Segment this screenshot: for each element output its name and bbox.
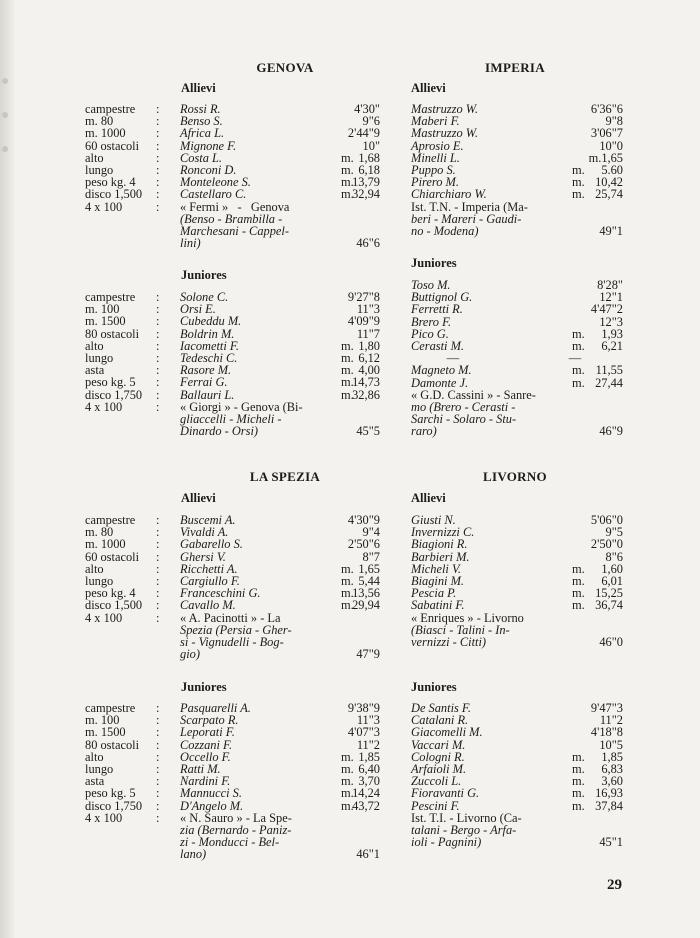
result-row: Minelli L. m.1,65 bbox=[411, 150, 623, 165]
result-row: Ronconi D. m. 6,18 bbox=[180, 162, 380, 177]
event-labels-juniores-top bbox=[85, 291, 180, 413]
event-label: m. 1500 : bbox=[85, 314, 160, 329]
result-row: Leporati F. 4'07"3 bbox=[180, 725, 380, 740]
result-row: Ratti M. m. 6,40 bbox=[180, 761, 380, 776]
result-row: Rasore M. m. 4,00 bbox=[180, 363, 380, 378]
result-row: De Santis F. 9'47"3 bbox=[411, 701, 623, 715]
result-row: Franceschini G. m. 13,56 bbox=[180, 586, 380, 601]
result-row: Ferrai G. m. 14,73 bbox=[180, 375, 380, 390]
relay-result: 46"1 bbox=[356, 847, 380, 862]
relay-team: « N. Sauro » - La Spe- zia (Bernardo - Paniz- zi - Monducci - Bel- lano) 46"1 bbox=[180, 810, 380, 862]
result-row: Zuccoli L. m. 3,60 bbox=[411, 774, 623, 789]
result-row: Giusti N. 5'06"0 bbox=[411, 513, 623, 527]
result-row: Benso S. 9"6 bbox=[180, 114, 380, 129]
event-label: campestre : bbox=[85, 290, 160, 304]
result-row: Orsi E. 11"3 bbox=[180, 302, 380, 317]
result-row: Mastruzzo W. 3'06"7 bbox=[411, 126, 623, 141]
event-label: peso kg. 4 : bbox=[85, 175, 160, 190]
result-row: Nardini F. m. 3,70 bbox=[180, 774, 380, 789]
result-row: Cozzani F. 11"2 bbox=[180, 737, 380, 752]
event-label: peso kg. 5 : bbox=[85, 786, 160, 801]
event-label: m. 80 : bbox=[85, 525, 160, 540]
result-row: Pescini F. m. 37,84 bbox=[411, 798, 623, 813]
result-row: Costa L. m. 1,68 bbox=[180, 150, 380, 165]
relay-result: 45"5 bbox=[356, 424, 380, 439]
result-row: Ricchetti A. m. 1,65 bbox=[180, 561, 380, 576]
result-row: Monteleone S. m. 13,79 bbox=[180, 175, 380, 190]
event-label: 4 x 100 : bbox=[85, 399, 160, 414]
event-label: peso kg. 4 : bbox=[85, 586, 160, 601]
event-label: disco 1,750 : bbox=[85, 798, 160, 813]
event-label: alto : bbox=[85, 338, 160, 353]
page-binding-edge bbox=[0, 0, 14, 938]
result-row: Ghersi V. 8"7 bbox=[180, 549, 380, 564]
event-label: campestre : bbox=[85, 102, 160, 116]
section-title-genova: GENOVA bbox=[256, 60, 314, 75]
result-row: Micheli V. m. 1,60 bbox=[411, 561, 623, 576]
result-row: Biagini M. m. 6,01 bbox=[411, 573, 623, 588]
event-label: asta : bbox=[85, 363, 160, 378]
event-label: 4 x 100 : bbox=[85, 610, 160, 625]
event-label: 60 ostacoli : bbox=[85, 549, 160, 564]
category-juniores-imperia: Juniores bbox=[411, 256, 457, 270]
result-row: Boldrin M. 11"7 bbox=[180, 326, 380, 341]
event-label: m. 1000 : bbox=[85, 126, 160, 141]
results-livorno-allievi bbox=[411, 514, 623, 648]
event-labels-allievi-top bbox=[85, 103, 180, 213]
event-label: lungo : bbox=[85, 761, 160, 776]
relay-result: 45"1 bbox=[599, 835, 623, 850]
event-label: campestre : bbox=[85, 701, 160, 715]
result-row: Arfaioli M. m. 6,83 bbox=[411, 761, 623, 776]
section-title-livorno: LIVORNO bbox=[483, 469, 547, 484]
event-label: asta : bbox=[85, 774, 160, 789]
result-row: Pescia P. m. 15,25 bbox=[411, 586, 623, 601]
event-label: lungo : bbox=[85, 573, 160, 588]
results-laspezia-allievi bbox=[180, 514, 380, 660]
result-row: Tedeschi C. m. 6,12 bbox=[180, 350, 380, 365]
results-imperia-juniores bbox=[411, 279, 623, 438]
result-row: Ferretti R. 4'47"2 bbox=[411, 302, 623, 317]
relay-result: 46"9 bbox=[599, 424, 623, 439]
event-label: m. 1000 : bbox=[85, 537, 160, 552]
category-allievi-livorno: Allievi bbox=[411, 491, 446, 505]
result-row: D'Angelo M. m. 43,72 bbox=[180, 798, 380, 813]
relay-team: « A. Pacinotti » - La Spezia (Persia - Gher- si - Vignudelli - Bog- gio) 47"9 bbox=[180, 610, 380, 662]
relay-team: Ist. T.I. - Livorno (Ca- talani - Bergo - Arfa- ioli - Pagnini) 45"1 bbox=[411, 810, 623, 850]
result-row: Mignone F. 10" bbox=[180, 138, 380, 153]
event-label: 60 ostacoli : bbox=[85, 138, 160, 153]
result-row: Catalani R. 11"2 bbox=[411, 713, 623, 728]
result-row: Brero F. 12"3 bbox=[411, 314, 623, 329]
results-imperia-allievi bbox=[411, 103, 623, 237]
result-row: Cavallo M. m. 29,94 bbox=[180, 598, 380, 613]
result-row: Mastruzzo W. 6'36"6 bbox=[411, 102, 623, 116]
result-row: Cargiullo F. m. 5,44 bbox=[180, 573, 380, 588]
category-allievi-imperia: Allievi bbox=[411, 81, 446, 95]
result-row: Magneto M. m. 11,55 bbox=[411, 363, 623, 378]
result-row: Vaccari M. 10"5 bbox=[411, 737, 623, 752]
result-row: Damonte J. m. 27,44 bbox=[411, 375, 623, 390]
result-row: Occello F. m. 1,85 bbox=[180, 749, 380, 764]
result-row: Toso M. 8'28" bbox=[411, 278, 623, 292]
event-labels-allievi-bottom bbox=[85, 514, 180, 624]
result-row: Iacometti F. m. 1,80 bbox=[180, 338, 380, 353]
results-genova-allievi bbox=[180, 103, 380, 249]
event-labels-juniores-bottom bbox=[85, 702, 180, 824]
result-row: Puppo S. m. 5.60 bbox=[411, 162, 623, 177]
result-row: Giacomelli M. 4'18"8 bbox=[411, 725, 623, 740]
result-row: Vivaldi A. 9"4 bbox=[180, 525, 380, 540]
result-row: Castellaro C. m. 32,94 bbox=[180, 187, 380, 202]
section-title-laspezia: LA SPEZIA bbox=[249, 469, 321, 484]
result-row: Ballauri L. m. 32,86 bbox=[180, 387, 380, 402]
category-allievi-laspezia: Allievi bbox=[181, 491, 216, 505]
relay-team: « Fermi » - Genova (Benso - Brambilla - Marchesani - Cappel- lini) 46"6 bbox=[180, 199, 380, 251]
result-row: Fioravanti G. m. 16,93 bbox=[411, 786, 623, 801]
result-row-empty: — — bbox=[446, 351, 582, 366]
relay-result: 46"6 bbox=[356, 236, 380, 251]
event-label: 4 x 100 : bbox=[85, 810, 160, 825]
category-juniores-laspezia: Juniores bbox=[181, 680, 227, 694]
result-row: Buttignol G. 12"1 bbox=[411, 290, 623, 305]
results-livorno-juniores bbox=[411, 702, 623, 848]
event-label: alto : bbox=[85, 150, 160, 165]
section-title-imperia: IMPERIA bbox=[485, 60, 545, 75]
event-label: campestre : bbox=[85, 513, 160, 527]
result-row: Chiarchiaro W. m. 25,74 bbox=[411, 187, 623, 202]
result-row: Sabatini F. m. 36,74 bbox=[411, 598, 623, 613]
event-label: m. 100 : bbox=[85, 713, 160, 728]
result-row: Scarpato R. 11"3 bbox=[180, 713, 380, 728]
event-label: peso kg. 5 : bbox=[85, 375, 160, 390]
results-laspezia-juniores bbox=[180, 702, 380, 861]
result-row: Invernizzi C. 9"5 bbox=[411, 525, 623, 540]
result-row: Cubeddu M. 4'09"9 bbox=[180, 314, 380, 329]
relay-team: « Enriques » - Livorno (Biasci - Talini - In- vernizzi - Citti) 46"0 bbox=[411, 610, 623, 649]
event-label: lungo : bbox=[85, 162, 160, 177]
result-row: Barbieri M. 8"6 bbox=[411, 549, 623, 564]
page-number: 29 bbox=[607, 877, 622, 893]
result-row: Pasquarelli A. 9'38"9 bbox=[180, 701, 380, 715]
relay-team: « G.D. Cassini » - Sanre- mo (Brero - Cerasti - Sarchi - Solaro - Stu- raro) 46"9 bbox=[411, 387, 623, 439]
event-label: m. 80 : bbox=[85, 114, 160, 129]
event-label: m. 1500 : bbox=[85, 725, 160, 740]
result-row: Africa L. 2'44"9 bbox=[180, 126, 380, 141]
event-label: disco 1,500 : bbox=[85, 187, 160, 202]
result-row: Maberi F. 9"8 bbox=[411, 114, 623, 129]
relay-team: Ist. T.N. - Imperia (Ma- beri - Mareri - Gaudi- no - Modena) 49"1 bbox=[411, 199, 623, 238]
category-juniores-livorno: Juniores bbox=[411, 680, 457, 694]
results-genova-juniores bbox=[180, 291, 380, 437]
result-row: Biagioni R. 2'50"0 bbox=[411, 537, 623, 552]
event-label: alto : bbox=[85, 749, 160, 764]
event-label: m. 100 : bbox=[85, 302, 160, 317]
category-juniores-genova: Juniores bbox=[181, 268, 227, 282]
event-label: disco 1,500 : bbox=[85, 598, 160, 613]
relay-result: 49"1 bbox=[599, 223, 623, 238]
relay-result: 46"0 bbox=[599, 634, 623, 649]
event-label: lungo : bbox=[85, 350, 160, 365]
result-row: Mannucci S. m. 14,24 bbox=[180, 786, 380, 801]
category-allievi-genova: Allievi bbox=[181, 81, 216, 95]
result-row: Solone C. 9'27"8 bbox=[180, 290, 380, 304]
event-label: disco 1,750 : bbox=[85, 387, 160, 402]
event-label: 4 x 100 : bbox=[85, 199, 160, 214]
result-row: Cologni R. m. 1,85 bbox=[411, 749, 623, 764]
result-row: Aprosio E. 10"0 bbox=[411, 138, 623, 153]
result-row: Buscemi A. 4'30"9 bbox=[180, 513, 380, 527]
event-label: alto : bbox=[85, 561, 160, 576]
result-row: Cerasti M. m. 6,21 bbox=[411, 338, 623, 353]
result-row: Rossi R. 4'30" bbox=[180, 102, 380, 116]
event-label: 80 ostacoli : bbox=[85, 737, 160, 752]
relay-team: « Giorgi » - Genova (Bi- gliaccelli - Micheli - Dinardo - Orsi) 45"5 bbox=[180, 399, 380, 439]
result-row: Gabarello S. 2'50"6 bbox=[180, 537, 380, 552]
event-label: 80 ostacoli : bbox=[85, 326, 160, 341]
result-row: Pico G. m. 1,93 bbox=[411, 326, 623, 341]
result-row: Pirero M. m. 10,42 bbox=[411, 175, 623, 190]
relay-result: 47"9 bbox=[356, 647, 380, 662]
